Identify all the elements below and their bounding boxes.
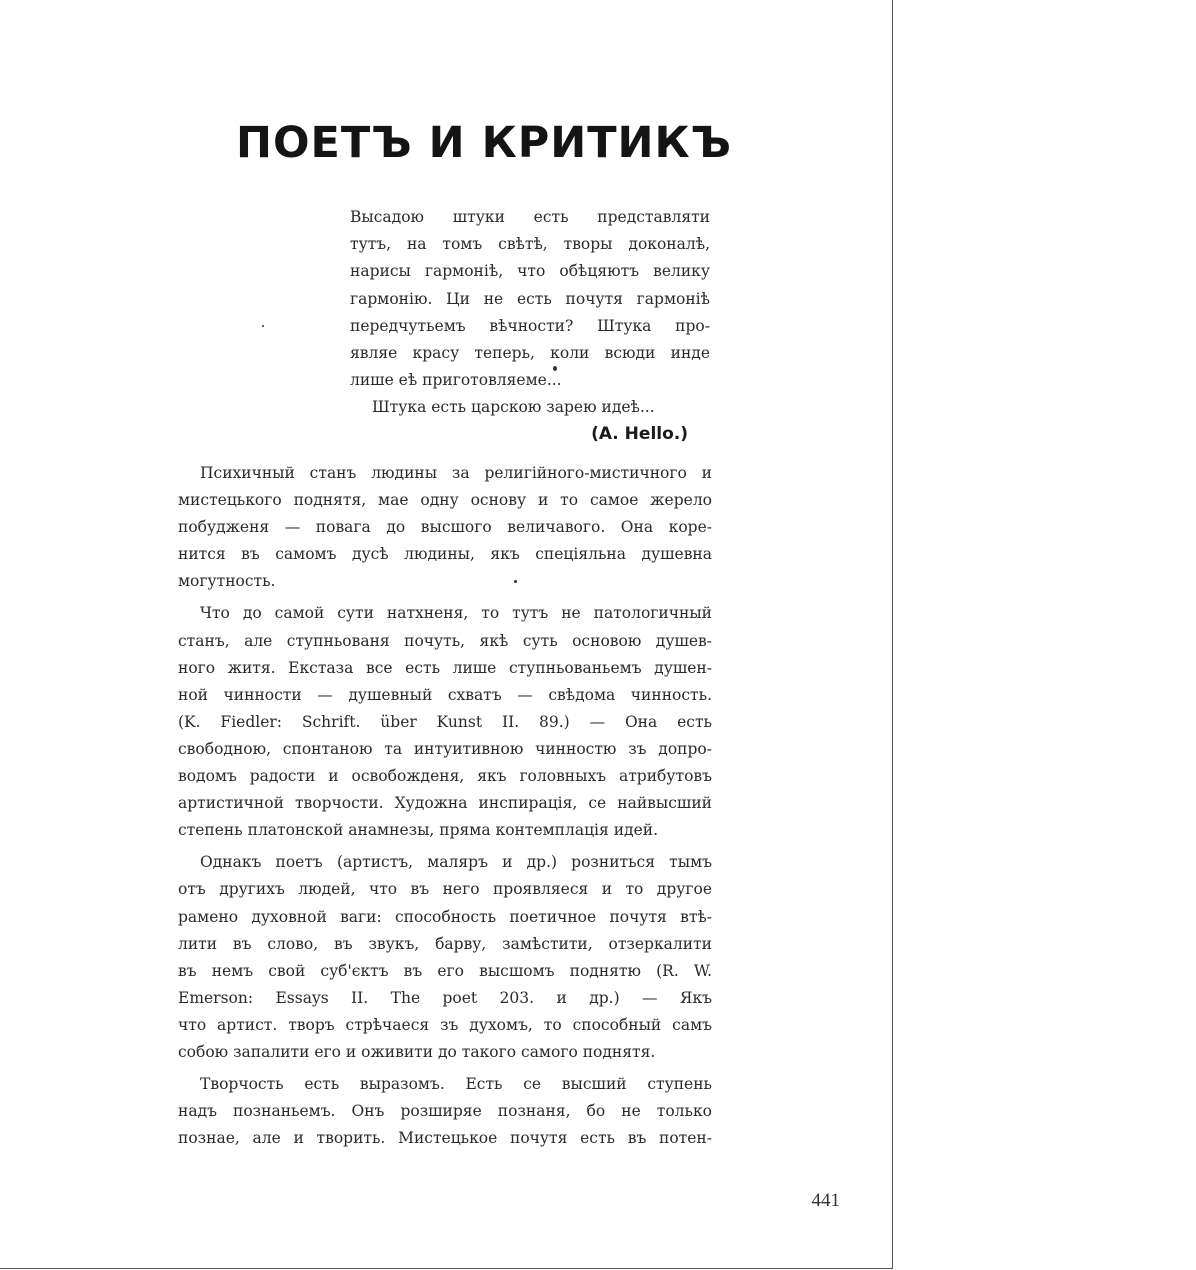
epigraph-line: Штука есть царскою зарею идеѣ...	[372, 398, 655, 417]
text-line: ной чинности — душевный схватъ — свѣдома чинность.	[178, 685, 712, 704]
epigraph-line: Высадою штуки есть представляти	[350, 208, 710, 226]
text-line: надъ познаньемъ. Онъ розширяе познаня, бо не только	[178, 1102, 712, 1121]
epigraph-line: тутъ, на томъ свѣтѣ, творы доконалѣ,	[350, 235, 710, 254]
text-line: степень платонской анамнезы, пряма контемплацiя идей.	[178, 821, 659, 840]
text-line: Что до самой сути натхненя, то тутъ не патологичный	[200, 604, 712, 623]
text-line: познае, але и творить. Мистецькое почутя есть въ потен-	[178, 1129, 712, 1148]
text-line: отъ другихъ людей, что въ него проявляеся и то другое	[178, 880, 712, 899]
scan-speck	[262, 325, 264, 327]
scan-speck	[514, 580, 517, 583]
text-line: Emerson: Essays II. The poet 203. и др.) — Якъ	[178, 988, 712, 1007]
text-line: что артист. творъ стрѣчаеся зъ духомъ, то способный самъ	[178, 1015, 712, 1034]
epigraph	[350, 204, 710, 422]
text-line: мистецького поднятя, мае одну основу и то самое жерело	[178, 491, 712, 510]
text-line: въ немъ свой суб'єктъ въ его высшомъ поднятю (R. W.	[178, 961, 712, 980]
text-line: нится въ самомъ дусѣ людины, якъ спецiяльна душевна	[178, 545, 712, 564]
text-line: Однакъ поетъ (артистъ, маляръ и др.) розниться тымъ	[200, 853, 712, 872]
text-line: артистичной творчости. Художна инспирацiя, се найвысший	[178, 794, 712, 813]
paragraph	[178, 600, 712, 844]
epigraph-line: передчутьемъ вѣчности? Штука про-	[350, 316, 710, 335]
text-line: Творчость есть выразомъ. Есть се высший ступень	[200, 1075, 712, 1094]
text-line: (K. Fiedler: Schrift. über Kunst II. 89.) — Она есть	[178, 712, 712, 731]
text-line: ного житя. Екстаза все есть лише ступньованьемъ душен-	[178, 658, 712, 677]
scan-speck	[553, 366, 557, 371]
page-number: 441	[811, 1190, 840, 1211]
epigraph-attribution: (A. Hello.)	[591, 424, 688, 444]
text-line: собою запалити его и оживити до такого самого поднятя.	[178, 1042, 656, 1061]
text-line: свободною, спонтаною та интуитивною чинностю зъ допро-	[178, 739, 712, 758]
text-line: рамено духовной ваги: способность поетичное почутя втѣ-	[178, 907, 712, 926]
epigraph-line: нарисы гармонiѣ, что обѣцяютъ велику	[350, 262, 710, 281]
text-line: Психичный станъ людины за религiйного-мистичного и	[200, 464, 712, 482]
text-line: побудженя — повага до высшого величавого. Она коре-	[178, 518, 712, 537]
text-line: лити въ слово, въ звукъ, барву, замѣстити, отзеркалити	[178, 934, 712, 953]
article-title: ПОЕТЪ И КРИТИКЪ	[236, 118, 733, 168]
paragraph	[178, 1071, 712, 1152]
epigraph-line: гармонiю. Ци не есть почутя гармонiѣ	[350, 289, 710, 308]
text-line: могутность.	[178, 572, 276, 591]
paragraph	[178, 849, 712, 1066]
paragraph	[178, 460, 712, 595]
epigraph-line: являе красу теперь, коли всюди инде	[350, 344, 710, 363]
article-body	[178, 460, 712, 1152]
text-line: станъ, але ступньованя почуть, якѣ суть основою душев-	[178, 631, 712, 650]
text-line: водомъ радости и освобожденя, якъ головныхъ атрибутовъ	[178, 767, 712, 786]
epigraph-line: лише еѣ приготовляеме...	[350, 371, 562, 390]
